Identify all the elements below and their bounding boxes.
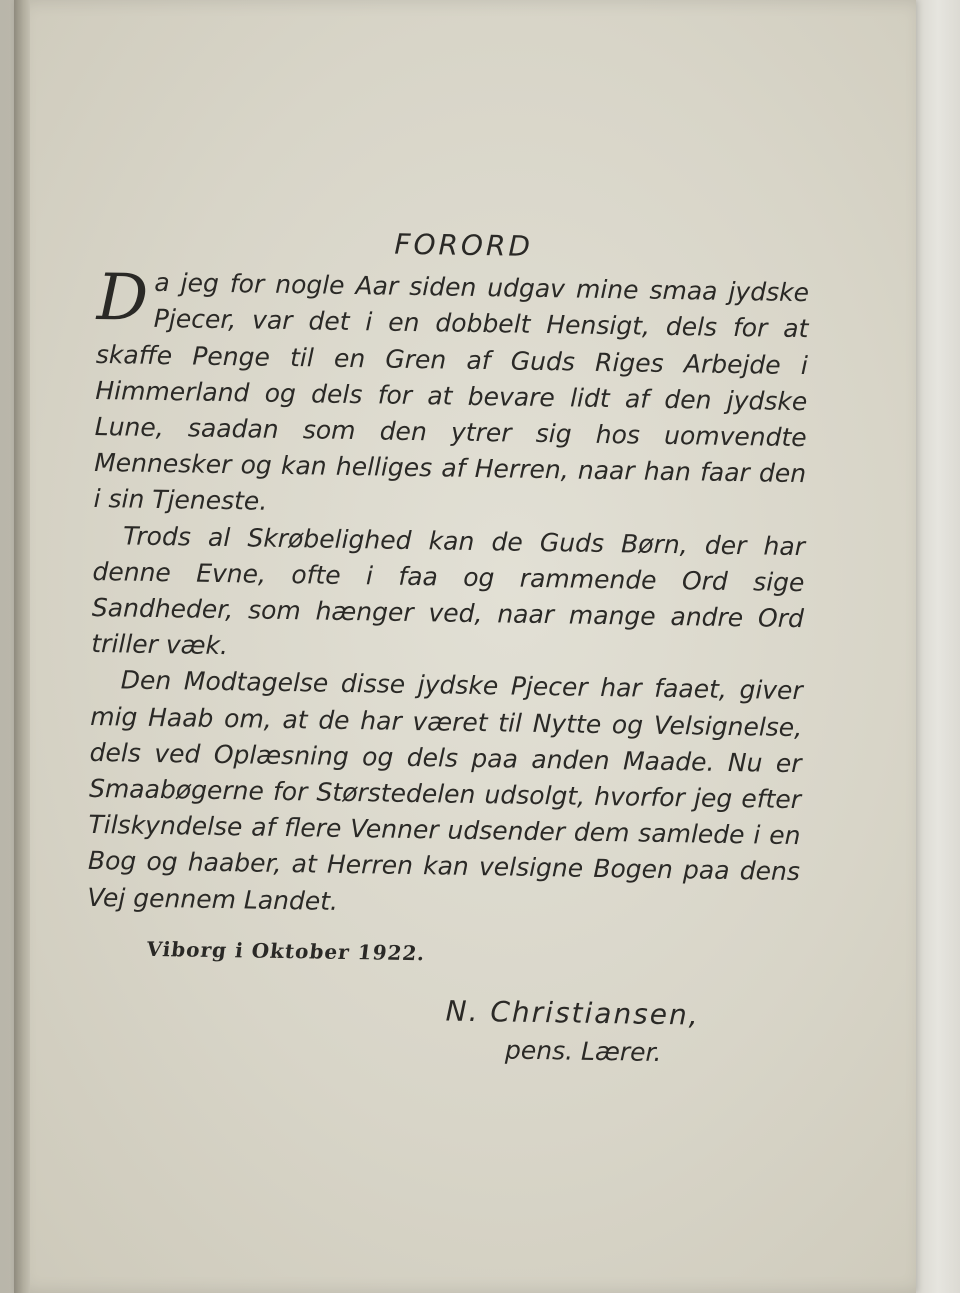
place-date: Viborg i Oktober 1922. <box>145 936 427 966</box>
paragraph-3: Den Modtagelse disse jydske Pjecer har faaet, giver mig Haab om, at de har været til Nytte og Velsignelse, dels ved Oplæsning og dels paa anden Maade. Nu er Smaabøgerne for Størstedelen udsolgt, hvorfor jeg efter Tilskyndelse af flere Venner udsender dem samlede i en Bog og haaber, at Herren kan velsigne Bogen paa dens Vej gennem Landet. <box>87 665 803 916</box>
preface-text-block <box>85 222 810 1074</box>
signature-block <box>85 988 798 1074</box>
drop-cap: D <box>96 261 149 336</box>
book-page <box>14 0 916 1293</box>
paragraph-1-text: a jeg for nogle Aar siden udgav mine smaa jydske Pjecer, var det i en dobbelt Hensigt, dels for at skaffe Penge til en Gren af Guds Riges Arbejde i Himmerland og dels for at bevare lidt af den jydske Lune, saadan som den ytrer sig hos uomvendte Mennesker og kan helliges af Herren, naar han faar den i sin Tjeneste. <box>93 268 810 517</box>
paragraph-1 <box>93 261 810 529</box>
signature-title: pens. Lærer. <box>504 1035 662 1068</box>
signature-name: N. Christiansen, <box>445 994 700 1032</box>
page-title: FORORD <box>394 227 534 263</box>
page-gutter-edge <box>14 0 30 1293</box>
background-surface <box>916 0 960 1293</box>
paragraph-2: Trods al Skrøbelighed kan de Guds Børn, der har denne Evne, ofte i faa og rammende Ord sige Sandheder, som hænger ved, naar mange andre Ord triller væk. <box>91 521 806 661</box>
